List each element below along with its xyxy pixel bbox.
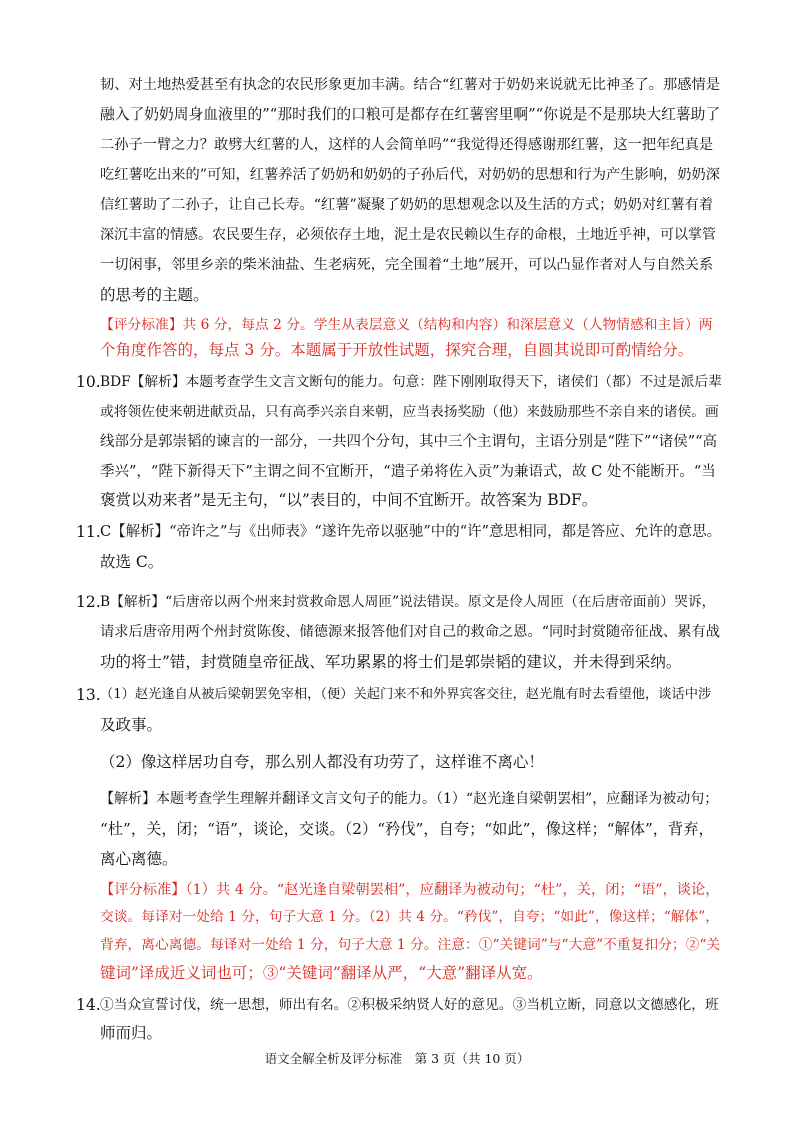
paragraph-line: 信红薯助了二孙子，让自己长寿。“红薯”凝聚了奶奶的思想观念以及生活的方式；奶奶对红薯有着 <box>100 197 714 213</box>
answer-line: 及政事。 <box>100 716 163 734</box>
answer-line: ①当众宣誓讨伐，统一思想，师出有名。②积极采纳贤人好的意见。③当机立断，同意以文德感化，班 <box>100 997 719 1013</box>
analysis-line: 【解析】本题考查学生理解并翻译文言文句子的能力。（1）“赵光逢自梁朝罢相”，应翻译为被动句； <box>100 791 719 807</box>
paragraph-line: 的思考的主题。 <box>100 286 209 304</box>
question-number: 10. <box>76 373 101 391</box>
answer-line: （1）赵光逢自从被后梁朝罢免宰相，（便）关起门来不和外界宾客交往，赵光胤有时去看望他，谈话中涉 <box>100 687 712 702</box>
analysis-line: “杜”，关，闭；“语”，谈论，交谈。（2）“矜伐”，自夸；“如此”，像这样；“解体”，背弃， <box>100 820 714 838</box>
paragraph-line: 一切闲事，邻里乡亲的柴米油盐、生老病死，完全围着“土地”展开，可以凸显作者对人与自然关系 <box>100 257 714 273</box>
answer-line: BDF【解析】本题考查学生文言文断句的能力。句意：陛下刚刚取得天下，诸侯们（都）不过是派后辈 <box>100 374 722 390</box>
paragraph-line: 深沉丰富的情感。农民要生存，必须依存土地，泥土是农民赖以生存的命根，土地近乎神，可以掌管 <box>100 227 716 243</box>
answer-line: 师而归。 <box>100 1024 163 1042</box>
question-number: 14. <box>76 996 101 1014</box>
answer-line: 功的将士”错，封赏随皇帝征战、军功累累的将士们是郭崇韬的建议，并未得到采纳。 <box>100 653 682 671</box>
answer-line: （2）像这样居功自夸，那么别人都没有功劳了，这样谁不离心！ <box>100 753 544 771</box>
answer-line: 褒赏以劝来者”是无主句，“以”表目的，中间不宜断开。故答案为 BDF。 <box>100 491 598 509</box>
scoring-standard-line: 个角度作答的，每点 3 分。本题属于开放性试题，探究合理，自圆其说即可酌情给分。 <box>100 341 694 359</box>
scoring-standard-line: 【评分标准】共 6 分，每点 2 分。学生从表层意义（结构和内容）和深层意义（人物情感和主旨）两 <box>100 317 713 333</box>
answer-line: 故选 C。 <box>100 553 164 571</box>
scoring-standard-line: 【评分标准】（1）共 4 分。“赵光逢自梁朝罢相”，应翻译为被动句；“杜”，关，闭；“语”，谈论， <box>100 882 720 898</box>
page-footer: 语文全解全析及评分标准 第 3 页（共 10 页） <box>264 1051 530 1066</box>
answer-line: B【解析】“后唐帝以两个州来封赏救命恩人周匝”说法错误。原文是伶人周匝（在后唐帝面前）哭诉， <box>100 594 716 610</box>
question-number: 13. <box>76 686 101 704</box>
answer-line: 请求后唐帝用两个州封赏陈俊、储德源来报答他们对自己的救命之恩。“同时封赏随帝征战、累有战 <box>100 624 721 640</box>
answer-line: 线部分是郭崇韬的谏言的一部分，一共四个分句，其中三个主谓句，主语分别是“陛下”“诸侯”“高 <box>100 434 718 450</box>
answer-line: 或将领佐使来朝进献贡品，只有高季兴亲自来朝，应当表扬奖励（他）来鼓励那些不亲自来的诸侯。画 <box>100 404 719 420</box>
paragraph-line: 韧、对土地热爱甚至有执念的农民形象更加丰满。结合“红薯对于奶奶来说就无比神圣了。那感情是 <box>100 77 721 93</box>
question-number: 12. <box>76 593 101 611</box>
scoring-standard-line: 键词”译成近义词也可；③“关键词”翻译从严，“大意”翻译从宽。 <box>100 964 543 982</box>
scoring-standard-line: 背弃，离心离德。每译对一处给 1 分，句子大意 1 分。注意：①“关键词”与“大意”不重复扣分；②“关 <box>100 937 721 953</box>
analysis-line: 离心离德。 <box>100 850 178 868</box>
paragraph-line: 吃红薯吃出来的”可知，红薯养活了奶奶和奶奶的子孙后代，对奶奶的思想和行为产生影响，奶奶深 <box>100 167 721 183</box>
question-number: 11. <box>76 523 101 541</box>
answer-line: 季兴”，“陛下新得天下”主谓之间不宜断开，“遣子弟将佐入贡”为兼语式，故 C 处不能断开。“当 <box>100 464 716 480</box>
scoring-standard-line: 交谈。每译对一处给 1 分，句子大意 1 分。（2）共 4 分。“矜伐”，自夸；“如此”，像这样；“解体”， <box>100 909 720 925</box>
paragraph-line: 融入了奶奶周身血液里的”“那时我们的口粮可是都存在红薯窖里啊”“你说是不是那块大红薯助了 <box>100 106 721 123</box>
paragraph-line: 二孙子一臂之力？敢劈大红薯的人，这样的人会简单吗”“我觉得还得感谢那红薯，这一把年纪真是 <box>100 137 714 153</box>
answer-line: C【解析】“帝许之”与《出师表》“遂许先帝以驱驰”中的“许”意思相同，都是答应、允许的意思。 <box>100 524 722 540</box>
